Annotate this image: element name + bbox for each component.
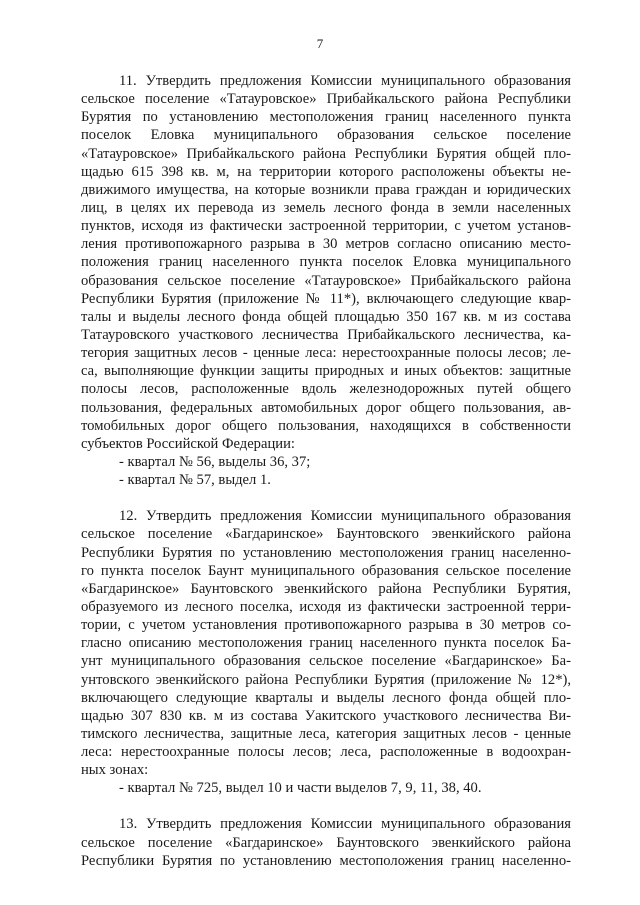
paragraph-line: тории, с учетом установления противопожарного разрыва в 30 метров со- [81,617,571,634]
paragraph-line: го пункта поселок Баунт муниципального образования сельское поселение [81,562,571,579]
paragraph-line: пользования, федеральных автомобильных дорог общего пользования, ав- [81,399,571,416]
paragraph-line: Республики Бурятия по установлению местоположения границ населенно- [81,852,571,869]
paragraph-line: Бурятия по установлению местоположения границ населенного пункта [81,109,571,126]
paragraph [81,507,571,797]
list-item: - квартал № 57, выдел 1. [119,472,271,489]
paragraph-line: 13. Утвердить предложения Комиссии муниципального образования [119,816,571,833]
page-number: 7 [316,36,324,51]
paragraph-line: тегория защитных лесов - ценные леса: нерестоохранные полосы лесов; ле- [81,345,571,362]
paragraph-line: полосы лесов, расположенные вдоль железнодорожных путей общего [81,381,571,398]
paragraph-line: «Багдаринское» Баунтовского эвенкийского района Республики Бурятия, [81,580,571,597]
paragraph-line: 11. Утвердить предложения Комиссии муниципального образования [119,73,571,89]
paragraph-line: са, выполняющие функции защиты природных и иных объектов: защитные [81,363,571,380]
paragraph-line: сельское поселение «Багдаринское» Баунтовского эвенкийского района [81,834,571,851]
paragraph [81,815,571,869]
paragraph-line: сельское поселение «Татауровское» Прибайкальского района Республики [81,91,571,108]
paragraph-line: ных зонах: [81,762,149,779]
paragraph-line: лиц, в целях их перевода из земель лесного фонда в земли населенных [81,199,571,216]
paragraph-line: положения границ населенного пункта поселок Еловка муниципального [81,254,571,271]
paragraph-line: талы и выделы лесного фонда общей площадью 350 167 кв. м из состава [81,308,571,325]
paragraph-line: леса: нерестоохранные полосы лесов; леса, расположенные в водоохран- [81,744,571,761]
paragraph-line: включающего следующие кварталы и выделы лесного фонда общей пло- [81,689,571,706]
paragraph-line: щадью 307 830 кв. м из состава Уакитского участкового лесничества Ви- [81,707,571,724]
paragraph-line: образования сельское поселение «Татауровское» Прибайкальского района [81,272,571,289]
paragraph-line: ления противопожарного разрыва в 30 метров согласно описанию место- [81,236,571,253]
paragraph-line: образуемого из лесного поселка, исходя из фактически застроенной терри- [81,598,571,615]
paragraph-line: Татауровского участкового лесничества Прибайкальского лесничества, ка- [81,326,571,343]
paragraph-gap [81,489,571,507]
paragraph [81,72,571,489]
paragraph-line: движимого имущества, на которые возникли права граждан и юридических [81,181,571,198]
paragraph-line: пунктов, исходя из фактически застроенной территории, с учетом установ- [81,218,571,235]
paragraph-line: томобильных дорог общего пользования, находящихся в собственности [81,417,571,434]
paragraph-line: сельское поселение «Багдаринское» Баунтовского эвенкийского района [81,526,571,543]
document-body [81,72,571,870]
paragraph-line: щадью 615 398 кв. м, на территории которого расположены объекты не- [81,163,571,180]
paragraph-line: Республики Бурятия (приложение № 11*), включающего следующие квар- [81,290,571,307]
list-item: - квартал № 56, выделы 36, 37; [119,453,311,470]
paragraph-line: «Татауровское» Прибайкальского района Республики Бурятия общей пло- [81,145,571,162]
paragraph-line: унтовского эвенкийского района Республики Бурятия (приложение № 12*), [81,671,571,688]
paragraph-line: гласно описанию местоположения границ населенного пункта поселок Ба- [81,635,571,652]
paragraph-line: 12. Утвердить предложения Комиссии муниципального образования [119,508,571,525]
paragraph-line: унт муниципального образования сельское поселение «Багдаринское» Ба- [81,653,571,670]
paragraph-line: поселок Еловка муниципального образования сельское поселение [81,127,571,144]
paragraph-line: тимского лесничества, защитные леса, категория защитных лесов - ценные [81,725,571,742]
paragraph-line: субъектов Российской Федерации: [81,435,295,452]
paragraph-gap [81,797,571,815]
paragraph-line: Республики Бурятия по установлению местоположения границ населенно- [81,544,571,561]
list-item: - квартал № 725, выдел 10 и части выделов 7, 9, 11, 38, 40. [119,780,482,797]
